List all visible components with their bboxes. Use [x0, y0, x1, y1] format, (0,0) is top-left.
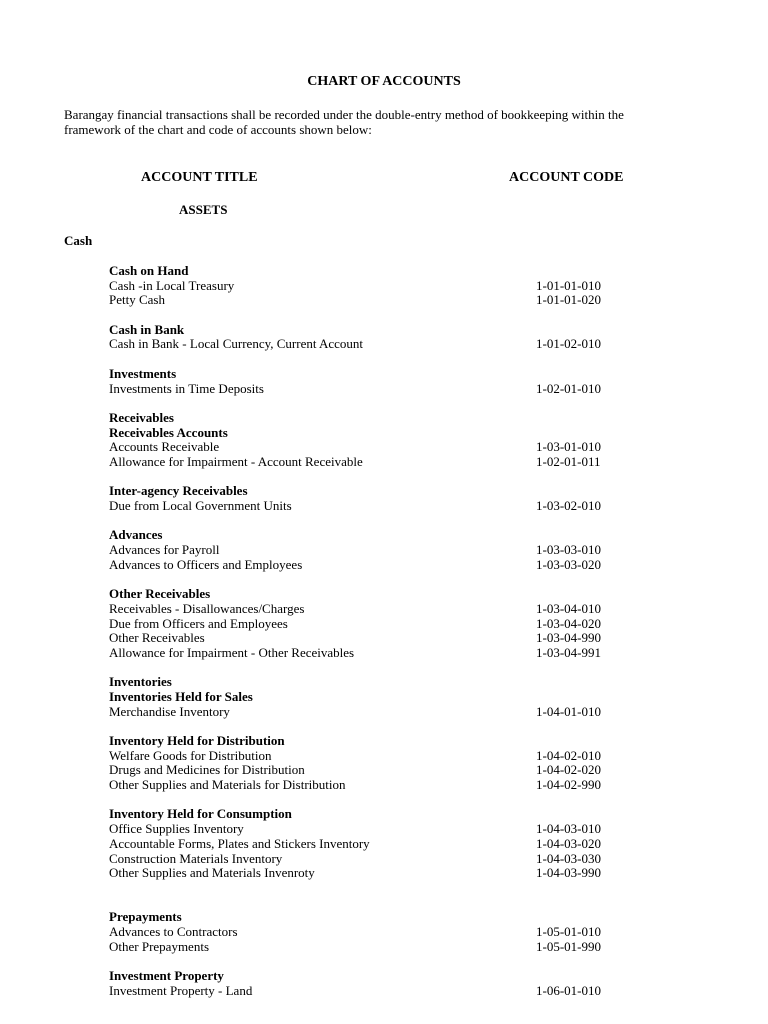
- spacer: [0, 719, 768, 734]
- account-row: [0, 705, 768, 720]
- account-title: Other Receivables: [109, 630, 205, 646]
- account-group-heading: [0, 426, 768, 441]
- spacer: [0, 514, 768, 529]
- section-heading-assets: ASSETS: [179, 202, 228, 217]
- account-row: [0, 822, 768, 837]
- account-row: [0, 293, 768, 308]
- account-row: [0, 337, 768, 352]
- group-label: Cash on Hand: [109, 263, 189, 278]
- account-title: Investment Property - Land: [109, 982, 253, 998]
- account-title: Due from Local Government Units: [109, 498, 292, 513]
- account-code: 1-03-04-991: [536, 644, 601, 660]
- account-row: [0, 866, 768, 881]
- account-title: Receivables - Disallowances/Charges: [109, 600, 305, 616]
- account-row: [0, 940, 768, 955]
- account-code: 1-04-01-010: [536, 703, 601, 719]
- account-title-header: ACCOUNT TITLE: [141, 170, 258, 185]
- account-title: Welfare Goods for Distribution: [109, 747, 272, 763]
- group-label: Inventory Held for Consumption: [109, 806, 292, 822]
- account-code: 1-01-02-010: [536, 336, 601, 352]
- account-row: [0, 852, 768, 867]
- account-code: 1-02-01-011: [536, 453, 601, 469]
- account-row: [0, 455, 768, 470]
- account-title: Other Supplies and Materials for Distribution: [109, 777, 346, 793]
- account-group-heading: [0, 323, 768, 338]
- account-code: 1-03-02-010: [536, 498, 601, 513]
- account-code: 1-04-03-010: [536, 821, 601, 837]
- account-row: [0, 543, 768, 558]
- account-title: Office Supplies Inventory: [109, 821, 244, 837]
- account-group-heading: [0, 411, 768, 426]
- account-list: [0, 264, 768, 998]
- account-group-heading: [0, 528, 768, 543]
- account-row: [0, 925, 768, 940]
- group-label: Receivables Accounts: [109, 424, 228, 440]
- group-label: Other Receivables: [109, 586, 211, 602]
- account-row: [0, 984, 768, 999]
- account-code: 1-05-01-010: [536, 923, 601, 939]
- spacer: [0, 881, 768, 910]
- account-title: Cash -in Local Treasury: [109, 277, 235, 293]
- account-title: Investments in Time Deposits: [109, 380, 264, 396]
- account-row: [0, 499, 768, 514]
- account-group-heading: [0, 367, 768, 382]
- account-title: Accounts Receivable: [109, 439, 220, 455]
- account-code: 1-05-01-990: [536, 938, 601, 954]
- group-heading-cash: Cash: [64, 233, 93, 248]
- account-title: Due from Officers and Employees: [109, 615, 288, 631]
- account-row: [0, 558, 768, 573]
- account-row: [0, 602, 768, 617]
- account-row: [0, 837, 768, 852]
- intro-paragraph: Barangay financial transactions shall be recorded under the double-entry method of bookkeeping within the framework of the chart and code of accounts shown below:: [64, 107, 624, 137]
- account-code: 1-04-02-010: [536, 747, 601, 763]
- group-label: Advances: [109, 527, 163, 543]
- spacer: [0, 308, 768, 323]
- account-group-heading: [0, 690, 768, 705]
- group-label: Investment Property: [109, 968, 224, 984]
- account-code: 1-04-02-990: [536, 777, 601, 793]
- account-title: Petty Cash: [109, 292, 165, 308]
- account-row: [0, 778, 768, 793]
- account-code: 1-02-01-010: [536, 380, 601, 396]
- spacer: [0, 793, 768, 808]
- group-label: Prepayments: [109, 909, 182, 925]
- account-group-heading: [0, 484, 768, 499]
- account-code-header: ACCOUNT CODE: [509, 170, 624, 185]
- account-group-heading: [0, 969, 768, 984]
- account-code: 1-03-03-010: [536, 542, 601, 558]
- spacer: [0, 470, 768, 485]
- account-code: 1-04-02-020: [536, 762, 601, 778]
- account-code: 1-03-04-990: [536, 630, 601, 646]
- group-label: Inventories Held for Sales: [109, 688, 253, 704]
- account-group-heading: [0, 675, 768, 690]
- spacer: [0, 572, 768, 587]
- account-group-heading: [0, 734, 768, 749]
- group-label: Inter-agency Receivables: [109, 483, 248, 499]
- account-title: Advances for Payroll: [109, 542, 220, 558]
- account-group-heading: [0, 807, 768, 822]
- account-code: 1-03-04-020: [536, 615, 601, 631]
- account-code: 1-03-04-010: [536, 600, 601, 616]
- group-label: Investments: [109, 365, 177, 381]
- account-title: Advances to Contractors: [109, 923, 238, 939]
- account-row: [0, 440, 768, 455]
- spacer: [0, 661, 768, 676]
- account-code: 1-01-01-020: [536, 292, 601, 308]
- group-label: Inventory Held for Distribution: [109, 733, 285, 748]
- account-title: Construction Materials Inventory: [109, 850, 283, 866]
- account-row: [0, 763, 768, 778]
- account-title: Other Prepayments: [109, 938, 210, 954]
- spacer: [0, 954, 768, 969]
- account-code: 1-04-03-030: [536, 850, 601, 866]
- account-code: 1-03-01-010: [536, 439, 601, 455]
- account-row: [0, 646, 768, 661]
- account-row: [0, 749, 768, 764]
- account-code: 1-01-01-010: [536, 277, 601, 293]
- account-code: 1-04-03-020: [536, 835, 601, 851]
- account-title: Allowance for Impairment - Account Receivable: [109, 453, 363, 469]
- account-code: 1-06-01-010: [536, 982, 601, 998]
- account-title: Merchandise Inventory: [109, 703, 230, 719]
- account-row: [0, 617, 768, 632]
- group-label: Cash in Bank: [109, 321, 185, 337]
- account-title: Advances to Officers and Employees: [109, 556, 303, 572]
- account-row: [0, 382, 768, 397]
- group-label: Receivables: [109, 409, 174, 425]
- spacer: [0, 352, 768, 367]
- account-title: Other Supplies and Materials Invenroty: [109, 865, 315, 881]
- account-title: Drugs and Medicines for Distribution: [109, 762, 305, 778]
- page-title: CHART OF ACCOUNTS: [307, 74, 461, 89]
- account-title: Allowance for Impairment - Other Receivables: [109, 644, 355, 660]
- account-code: 1-04-03-990: [536, 865, 601, 881]
- group-label: Inventories: [109, 674, 172, 690]
- account-group-heading: [0, 910, 768, 925]
- spacer: [0, 396, 768, 411]
- account-row: [0, 631, 768, 646]
- account-title: Accountable Forms, Plates and Stickers Inventory: [109, 835, 370, 851]
- account-group-heading: [0, 264, 768, 279]
- account-code: 1-03-03-020: [536, 556, 601, 572]
- account-row: [0, 279, 768, 294]
- account-title: Cash in Bank - Local Currency, Current Account: [109, 336, 364, 352]
- account-group-heading: [0, 587, 768, 602]
